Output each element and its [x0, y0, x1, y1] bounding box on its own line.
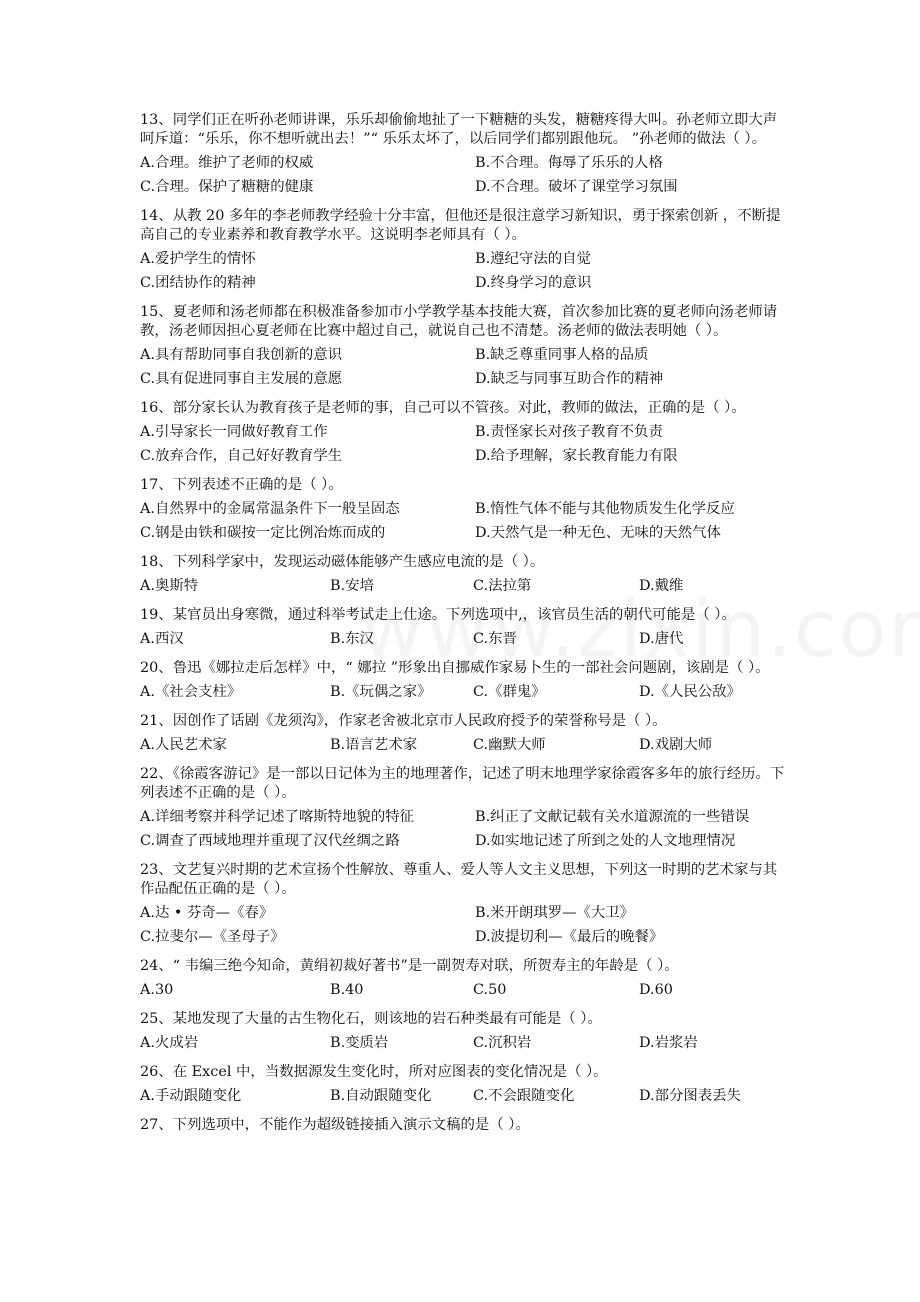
answer-option: A.西汉: [140, 631, 184, 647]
question-stem: 13、同学们正在听孙老师讲课，乐乐却偷偷地扯了一下糖糖的头发，糖糖疼得大叫。孙老师立即大声呵斥道：“乐乐，你不想听就出去！”“ 乐乐太坏了，以后同学们都别跟他玩。 ”孙老师的做法（ ）。: [140, 112, 778, 147]
answer-option: A.人民艺术家: [140, 737, 227, 753]
answer-option: D.不合理。破坏了课堂学习氛围: [475, 179, 678, 195]
question-block: [140, 861, 790, 952]
answer-option: D.唐代: [639, 631, 684, 647]
answer-option: C.拉斐尔—《圣母子》: [140, 929, 285, 945]
answer-option: D.天然气是一种无色、无味的天然气体: [475, 525, 721, 541]
answer-option: D.波提切利—《最后的晚餐》: [475, 929, 664, 945]
question-block: [140, 476, 790, 548]
option-list: [140, 630, 790, 654]
answer-option: A.合理。维护了老师的权威: [140, 155, 314, 171]
question-stem: 26、在 Excel 中，当数据源发生变化时，所对应图表的变化情况是（ ）。: [140, 1064, 608, 1080]
answer-option: B.不合理。侮辱了乐乐的人格: [475, 155, 663, 171]
answer-option: C.法拉第: [473, 578, 532, 594]
answer-option: A.手动跟随变化: [140, 1088, 242, 1104]
option-list: [140, 1087, 790, 1111]
option-list: [140, 981, 790, 1005]
question-stem: 20、鲁迅《娜拉走后怎样》中，“ 娜拉 ”形象出自挪威作家易卜生的一部社会问题剧，该剧是（ ）。: [140, 660, 770, 676]
option-list: [140, 500, 790, 548]
answer-option: A.火成岩: [140, 1035, 199, 1051]
option-list: [140, 423, 790, 471]
question-block: [140, 399, 790, 471]
question-block: [140, 606, 790, 654]
answer-option: A.30: [140, 982, 174, 998]
question-stem: 24、“ 韦编三绝今知命，黄绢初裁好著书”是一副贺寿对联，所贺寿主的年龄是（ ）。: [140, 958, 679, 974]
answer-option: B.自动跟随变化: [330, 1088, 432, 1104]
question-stem: 15、夏老师和汤老师都在积极准备参加市小学教学基本技能大赛，首次参加比赛的夏老师向汤老师请教，汤老师因担心夏老师在比赛中超过自己，就说自己也不清楚。汤老师的做法表明她（ ）。: [140, 304, 778, 339]
answer-option: A.自然界中的金属常温条件下一般呈固态: [140, 501, 400, 517]
answer-option: B.米开朗琪罗—《大卫》: [475, 905, 635, 921]
question-stem: 14、从教 20 多年的李老师教学经验十分丰富，但他还是很注意学习新知识，勇于探索创新 ，不断提高自己的专业素养和教育教学水平。这说明李老师具有（ ）。: [140, 208, 781, 243]
answer-option: A.详细考察并科学记述了喀斯特地貌的特征: [140, 809, 414, 825]
question-stem: 22、《徐霞客游记》是一部以日记体为主的地理著作，记述了明末地理学家徐霞客多年的旅行经历。下列表述不正确的是（ ）。: [140, 766, 785, 801]
answer-option: C.东晋: [473, 631, 517, 647]
answer-option: D.《人民公敌》: [639, 684, 741, 700]
question-block: [140, 303, 790, 394]
answer-option: B.语言艺术家: [330, 737, 418, 753]
answer-option: C.团结协作的精神: [140, 275, 256, 291]
answer-option: D.缺乏与同事互助合作的精神: [475, 371, 664, 387]
question-block: [140, 1063, 790, 1111]
question-stem: 16、部分家长认为教育孩子是老师的事，自己可以不管孩。对此，教师的做法，正确的是（ ）。: [140, 400, 746, 416]
question-stem: 19、某官员出身寒微，通过科举考试走上仕途。下列选项中,，该官员生活的朝代可能是（ ）。: [140, 607, 736, 623]
question-block: [140, 553, 790, 601]
question-block: [140, 111, 790, 202]
answer-option: C.具有促进同事自主发展的意愿: [140, 371, 343, 387]
question-block: [140, 765, 790, 856]
answer-option: B.缺乏尊重同事人格的品质: [475, 347, 649, 363]
option-list: [140, 808, 790, 856]
question-stem: 27、下列选项中，不能作为超级链接插入演示文稿的是（ ）。: [140, 1117, 530, 1133]
answer-option: A.达 • 芬奇—《春》: [140, 905, 274, 921]
answer-option: D.如实地记述了所到之处的人文地理情况: [475, 833, 736, 849]
answer-option: B.东汉: [330, 631, 374, 647]
answer-option: C.合理。保护了糖糖的健康: [140, 179, 314, 195]
answer-option: D.岩浆岩: [639, 1035, 698, 1051]
answer-option: C.《群鬼》: [473, 684, 546, 700]
answer-option: C.钢是由铁和碳按一定比例冶炼而成的: [140, 525, 386, 541]
question-block: [140, 659, 790, 707]
answer-option: B.纠正了文献记载有关水道源流的一些错误: [475, 809, 750, 825]
option-list: [140, 154, 790, 202]
answer-option: B.《玩偶之家》: [330, 684, 432, 700]
answer-option: A.具有帮助同事自我创新的意识: [140, 347, 343, 363]
option-list: [140, 346, 790, 394]
answer-option: D.给予理解，家长教育能力有限: [475, 448, 678, 464]
answer-option: C.幽默大师: [473, 737, 546, 753]
answer-option: D.60: [639, 982, 673, 998]
question-stem: 25、某地发现了大量的古生物化石，则该地的岩石种类最有可能是（ ）。: [140, 1011, 602, 1027]
question-stem: 21、因创作了话剧《龙须沟》，作家老舍被北京市人民政府授予的荣誉称号是（ ）。: [140, 713, 667, 729]
answer-option: D.终身学习的意识: [475, 275, 592, 291]
answer-option: A.引导家长一同做好教育工作: [140, 424, 328, 440]
answer-option: B.惰性气体不能与其他物质发生化学反应: [475, 501, 735, 517]
answer-option: B.40: [330, 982, 364, 998]
answer-option: D.戴维: [639, 578, 684, 594]
question-block: [140, 712, 790, 760]
option-list: [140, 683, 790, 707]
exam-page: [140, 111, 790, 1140]
answer-option: B.变质岩: [330, 1035, 389, 1051]
answer-option: C.沉积岩: [473, 1035, 532, 1051]
question-stem: 23、文艺复兴时期的艺术宣扬个性解放、尊重人、爱人等人文主义思想，下列这一时期的艺术家与其作品配伍正确的是（ ）。: [140, 862, 778, 897]
answer-option: A.《社会支柱》: [140, 684, 242, 700]
answer-option: C.50: [473, 982, 507, 998]
answer-option: D.戏剧大师: [639, 737, 713, 753]
answer-option: D.部分图表丢失: [639, 1088, 741, 1104]
question-block: [140, 1010, 790, 1058]
question-block: [140, 1116, 790, 1135]
option-list: [140, 577, 790, 601]
answer-option: C.不会跟随变化: [473, 1088, 575, 1104]
option-list: [140, 250, 790, 298]
question-stem: 18、下列科学家中，发现运动磁体能够产生感应电流的是（ ）。: [140, 554, 545, 570]
answer-option: C.放弃合作，自己好好教育学生: [140, 448, 343, 464]
answer-option: A.奥斯特: [140, 578, 199, 594]
answer-option: B.安培: [330, 578, 374, 594]
option-list: [140, 904, 790, 952]
answer-option: A.爱护学生的情怀: [140, 251, 256, 267]
question-stem: 17、下列表述不正确的是（ ）。: [140, 477, 343, 493]
option-list: [140, 1034, 790, 1058]
question-block: [140, 207, 790, 298]
answer-option: B.遵纪守法的自觉: [475, 251, 591, 267]
answer-option: B.责怪家长对孩子教育不负责: [475, 424, 663, 440]
question-block: [140, 957, 790, 1005]
answer-option: C.调查了西域地理并重现了汉代丝绸之路: [140, 833, 400, 849]
option-list: [140, 736, 790, 760]
